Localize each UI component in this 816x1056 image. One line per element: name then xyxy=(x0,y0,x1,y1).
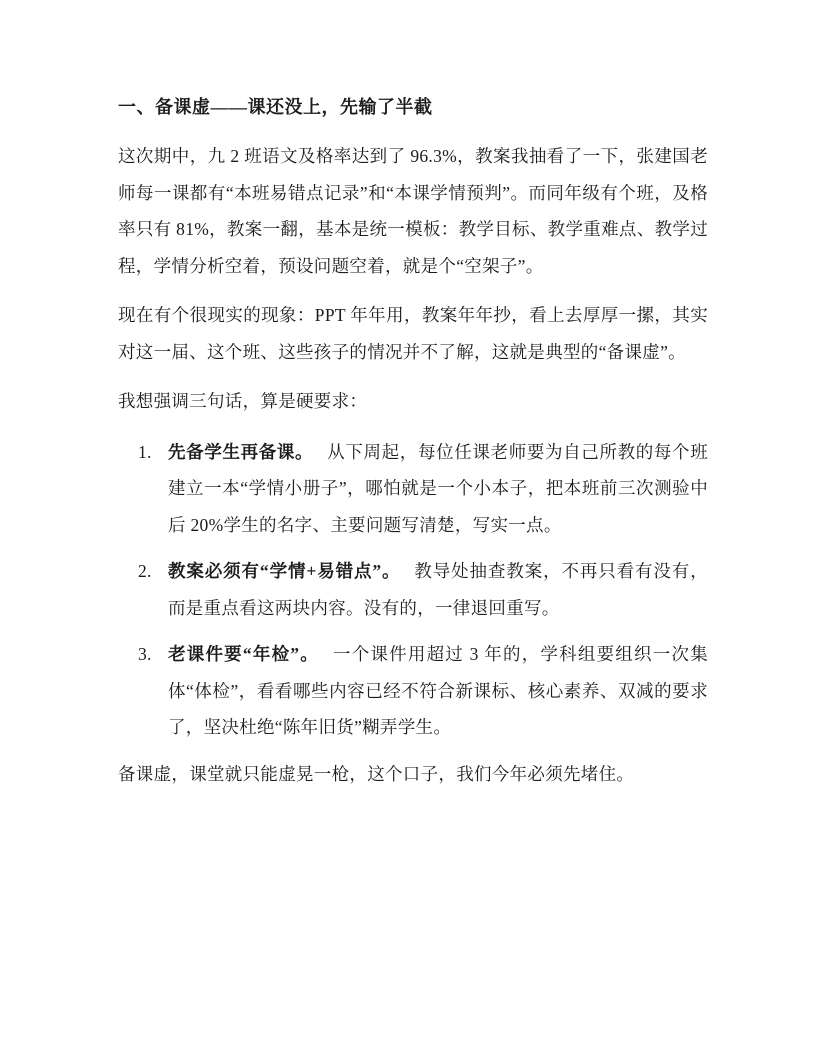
list-item-2-bold-lead: 教案必须有“学情+易错点”。 xyxy=(168,561,401,581)
closing-paragraph: 备课虚，课堂就只能虚晃一枪，这个口子，我们今年必须先堵住。 xyxy=(118,763,635,784)
requirements-list xyxy=(118,434,708,746)
paragraph-list-lead-in: 我想强调三句话，算是硬要求： xyxy=(118,391,368,411)
document-content xyxy=(118,94,708,792)
list-item-3-text: 一个课件用超过 3 年的，学科组要组织一次集体“体检”，看看哪些内容已经不符合新课标、核心素养、双减的要求了，坚决杜绝“陈年旧货”糊弄学生。 xyxy=(168,644,708,737)
list-item-3 xyxy=(118,636,708,746)
list-number-2: 2. xyxy=(138,561,152,581)
list-number-3: 3. xyxy=(138,644,152,664)
list-item-1-text: 从下周起，每位任课老师要为自己所教的每个班建立一本“学情小册子”，哪怕就是一个小本子，把本班前三次测验中后 20%学生的名字、主要问题写清楚，写实一点。 xyxy=(168,441,708,535)
list-item-1-bold-lead: 先备学生再备课。 xyxy=(168,441,314,462)
paragraph-exam-results: 这次期中，九 2 班语文及格率达到了 96.3%，教案我抽看了一下，张建国老师每一课都有“本班易错点记录”和“本课学情预判”。而同年级有个班，及格率只有 81%，教案一翻，基本是统一模板：教学目标、教学重难点、教学过程，学情分析空着，预设问题空着，就是个“空架子”。 xyxy=(118,146,708,276)
list-item-3-bold-lead: 老课件要“年检”。 xyxy=(168,644,319,664)
list-number-1: 1. xyxy=(138,441,152,462)
list-item-2 xyxy=(118,553,708,626)
paragraph-current-phenomenon: 现在有个很现实的现象：PPT 年年用，教案年年抄，看上去厚厚一摞，其实对这一届、这个班、这些孩子的情况并不了解，这就是典型的“备课虚”。 xyxy=(118,305,708,362)
section-heading: 一、备课虚——课还没上，先输了半截 xyxy=(118,97,433,117)
list-item-1 xyxy=(118,434,708,544)
list-item-2-text: 教导处抽查教案，不再只看有没有，而是重点看这两块内容。没有的，一律退回重写。 xyxy=(168,561,708,618)
